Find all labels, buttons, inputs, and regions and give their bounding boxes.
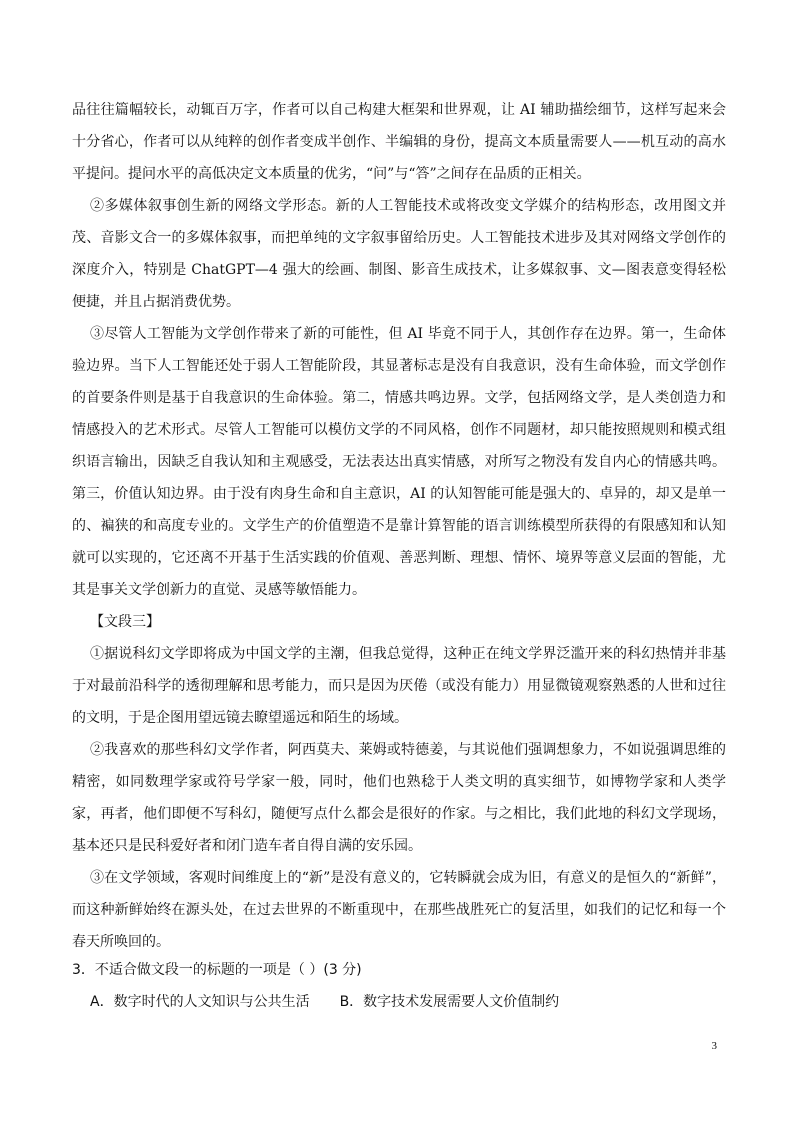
paragraph-ai-boundaries: ③尽管人工智能为文学创作带来了新的可能性，但 AI 毕竟不同于人，其创作存在边界。第一，生命体验边界。当下人工智能还处于弱人工智能阶段，其显著标志是没有自我意识，没有生命体验，而文学创作的首要条件则是基于自我意识的生命体验。第二，情感共鸣边界。文学，包括网络文学，是人类创造力和情感投入的艺术形式。尽管人工智能可以模仿文学的不同风格，创作不同题材，却只能按照规则和模式组织语言输出，因缺乏自我认知和主观感受，无法表达出真实情感，对所写之物没有发自内心的情感共鸣。第三，价值认知边界。由于没有肉身生命和自主意识，AI 的认知智能可能是强大的、卓异的，却又是单一的、褊狭的和高度专业的。文学生产的价值塑造不是靠计算智能的语言训练模型所获得的有限感知和认知就可以实现的，它还离不开基于生活实践的价值观、善恶判断、理想、情怀、境界等意义层面的智能，尤其是事关文学创新力的直觉、灵感等敏悟能力。 xyxy=(72,326,726,598)
question-stem: 3．不适合做文段一的标题的一项是（ ）(3 分) xyxy=(72,962,362,978)
paragraph-scifi-authors: ②我喜欢的那些科幻文学作者，阿西莫夫、莱姆或特德姜，与其说他们强调想象力，不如说强调思维的精密，如同数理学家或符号学家一般，同时，他们也熟稔于人类文明的真实细节，如博物学家和人类学家，再者，他们即便不写科幻，随便写点什么都会是很好的作家。与之相比，我们此地的科幻文学现场，基本还只是民科爱好者和闭门造车者自得自满的安乐园。 xyxy=(72,742,726,854)
option-b[interactable]: B．数字技术发展需要人文价值制约 xyxy=(339,994,560,1010)
section-heading-three: 【文段三】 xyxy=(90,614,160,630)
option-a[interactable]: A．数字时代的人文知识与公共生活 xyxy=(90,994,310,1010)
paragraph-newness: ③在文学领域，客观时间维度上的“新”是没有意义的，它转瞬就会成为旧，有意义的是恒久的“新鲜”，而这种新鲜始终在源头处，在过去世界的不断重现中，在那些战胜死亡的复活里，如我们的记忆和每一个春天所唤回的。 xyxy=(72,870,726,950)
paragraph-multimedia-narrative: ②多媒体叙事创生新的网络文学形态。新的人工智能技术或将改变文学媒介的结构形态，改用图文并茂、音影文合一的多媒体叙事，而把单纯的文字叙事留给历史。人工智能技术进步及其对网络文学创作的深度介入，特别是 ChatGPT—4 强大的绘画、制图、影音生成技术，让多媒叙事、文—图表意变得轻松便捷，并且占据消费优势。 xyxy=(72,198,726,310)
question-options xyxy=(90,986,559,1018)
paragraph-continued: 品往往篇幅较长，动辄百万字，作者可以自己构建大框架和世界观，让 AI 辅助描绘细节，这样写起来会十分省心，作者可以从纯粹的创作者变成半创作、半编辑的身份，提高文本质量需要人——机互动的高水平提问。提问水平的高低决定文本质量的优劣，“问”与“答”之间存在品质的正相关。 xyxy=(72,102,726,182)
page-number: 3 xyxy=(711,1040,717,1052)
paragraph-scifi-trend: ①据说科幻文学即将成为中国文学的主潮，但我总觉得，这种正在纯文学界泛滥开来的科幻热情并非基于对最前沿科学的透彻理解和思考能力，而只是因为厌倦（或没有能力）用显微镜观察熟悉的人世和过往的文明，于是企图用望远镜去瞭望遥远和陌生的场域。 xyxy=(72,646,726,726)
